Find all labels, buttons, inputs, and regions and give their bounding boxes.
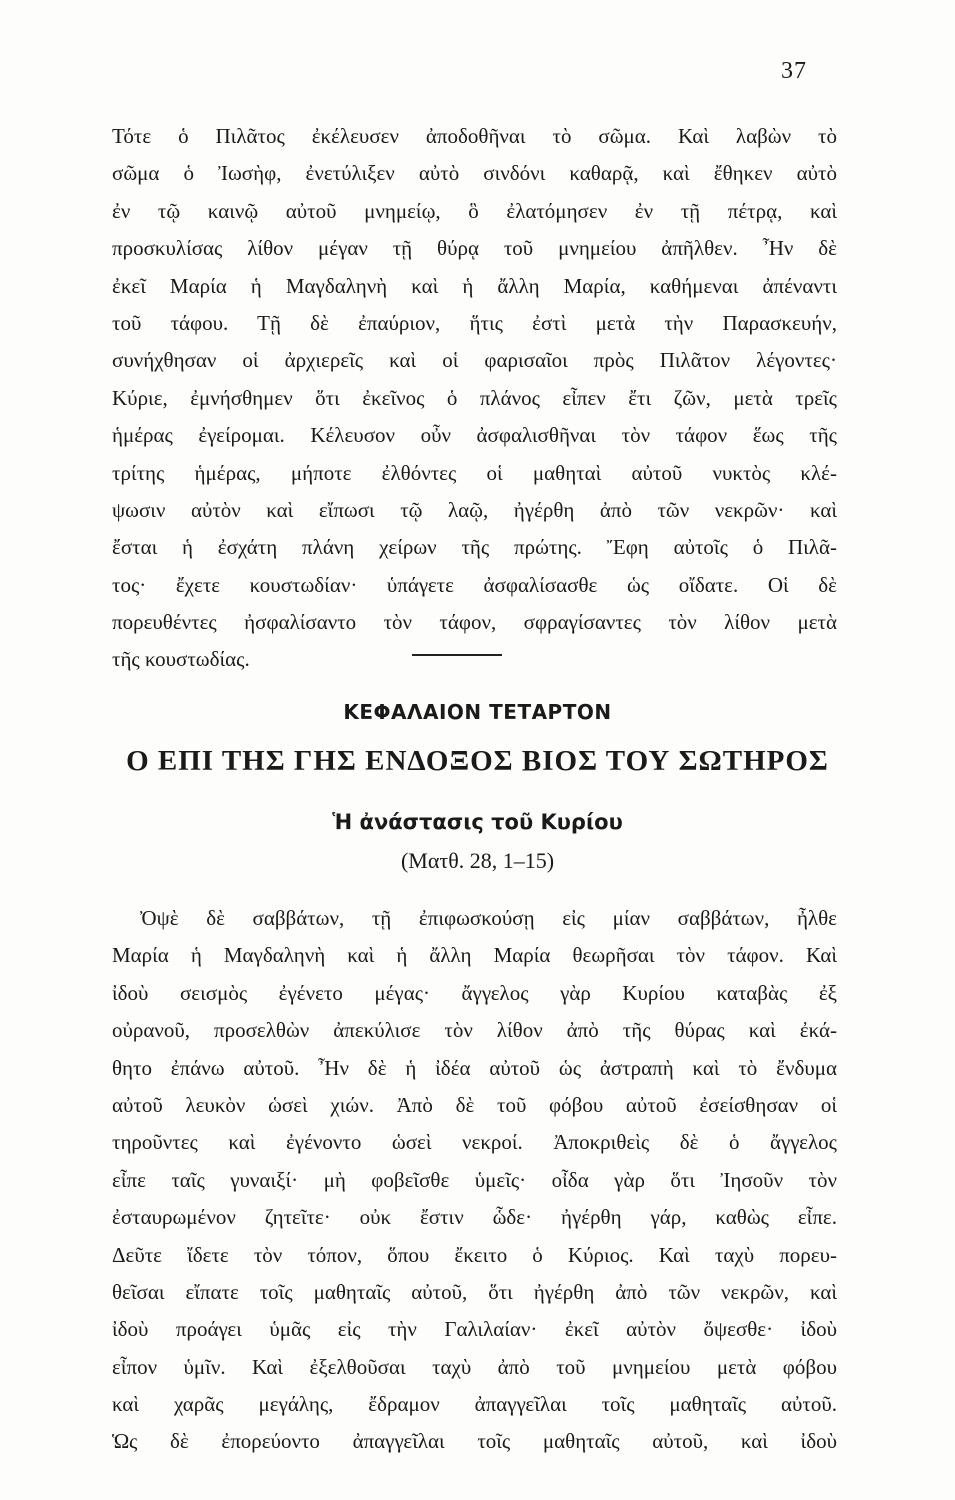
section-title: Ἡ ἀνάστασις τοῦ Κυρίου: [332, 810, 623, 834]
text-line: θεῖσαι εἴπατε τοῖς μαθηταῖς αὐτοῦ, ὅτι ἠγέρθη ἀπὸ τῶν νεκρῶν, καὶ: [112, 1279, 837, 1304]
text-line: προσκυλίσας λίθον μέγαν τῇ θύρᾳ τοῦ μνημείου ἀπῆλθεν. Ἦν δὲ: [112, 236, 837, 261]
text-line: Ὡς δὲ ἐπορεύοντο ἀπαγγεῖλαι τοῖς μαθηταῖς αὐτοῦ, καὶ ἰδοὺ: [112, 1429, 837, 1454]
text-line: ἐσταυρωμένον ζητεῖτε· οὐκ ἔστιν ὧδε· ἠγέρθη γάρ, καθὼς εἶπε.: [112, 1205, 837, 1230]
scripture-reference: (Ματθ. 28, 1–15): [400, 848, 555, 873]
text-line: συνήχθησαν οἱ ἀρχιερεῖς καὶ οἱ φαρισαῖοι πρὸς Πιλᾶτον λέγοντες·: [112, 348, 837, 373]
chapter-label: ΚΕΦΑΛΑΙΟΝ ΤΕΤΑΡΤΟΝ: [343, 700, 612, 724]
page-number: 37: [781, 58, 807, 84]
text-line: σῶμα ὁ Ἰωσὴφ, ἐνετύλιξεν αὐτὸ σινδόνι καθαρᾷ, καὶ ἔθηκεν αὐτὸ: [112, 161, 837, 186]
chapter-title: Ο ΕΠΙ ΤΗΣ ΓΗΣ ΕΝΔΟΞΟΣ ΒΙΟΣ ΤΟΥ ΣΩΤΗΡΟΣ: [126, 745, 829, 777]
text-line: ἰδοὺ προάγει ὑμᾶς εἰς τὴν Γαλιλαίαν· ἐκεῖ αὐτὸν ὄψεσθε· ἰδοὺ: [112, 1317, 837, 1342]
text-line: καὶ χαρᾶς μεγάλης, ἔδραμον ἀπαγγεῖλαι τοῖς μαθηταῖς αὐτοῦ.: [112, 1392, 837, 1417]
text-line: τῆς κουστωδίας.: [112, 647, 250, 672]
text-line: Κύριε, ἐμνήσθημεν ὅτι ἐκεῖνος ὁ πλάνος εἶπεν ἔτι ζῶν, μετὰ τρεῖς: [112, 385, 837, 410]
text-line: τηροῦντες καὶ ἐγένοντο ὡσεὶ νεκροί. Ἀποκριθεὶς δὲ ὁ ἄγγελος: [112, 1130, 837, 1155]
text-line: εἶπον ὑμῖν. Καὶ ἐξελθοῦσαι ταχὺ ἀπὸ τοῦ μνημείου μετὰ φόβου: [112, 1354, 837, 1379]
text-line: Μαρία ἡ Μαγδαληνὴ καὶ ἡ ἄλλη Μαρία θεωρῆσαι τὸν τάφον. Καὶ: [112, 943, 837, 968]
paragraph-resurrection: [112, 900, 837, 1461]
text-line: αὐτοῦ λευκὸν ὡσεὶ χιών. Ἀπὸ δὲ τοῦ φόβου αὐτοῦ ἐσείσθησαν οἱ: [112, 1092, 837, 1117]
text-line: εἶπε ταῖς γυναιξί· μὴ φοβεῖσθε ὑμεῖς· οἶδα γὰρ ὅτι Ἰησοῦν τὸν: [112, 1167, 837, 1192]
text-line: πορευθέντες ἠσφαλίσαντο τὸν τάφον, σφραγίσαντες τὸν λίθον μετὰ: [112, 610, 837, 635]
text-line: Τότε ὁ Πιλᾶτος ἐκέλευσεν ἀποδοθῆναι τὸ σῶμα. Καὶ λαβὼν τὸ: [112, 124, 837, 148]
paragraph-burial: [112, 118, 837, 679]
text-line: οὐρανοῦ, προσελθὼν ἀπεκύλισε τὸν λίθον ἀπὸ τῆς θύρας καὶ ἐκά-: [112, 1018, 837, 1043]
text-line: ἰδοὺ σεισμὸς ἐγένετο μέγας· ἄγγελος γὰρ Κυρίου καταβὰς ἐξ: [112, 980, 837, 1005]
text-line: ἐν τῷ καινῷ αὐτοῦ μνημείῳ, ὃ ἐλατόμησεν ἐν τῇ πέτρᾳ, καὶ: [112, 198, 837, 223]
text-line: ἡμέρας ἐγείρομαι. Κέλευσον οὖν ἀσφαλισθῆναι τὸν τάφον ἕως τῆς: [112, 423, 837, 448]
text-line: τοῦ τάφου. Τῇ δὲ ἐπαύριον, ἥτις ἐστὶ μετὰ τὴν Παρασκευήν,: [112, 310, 837, 335]
text-line: ἐκεῖ Μαρία ἡ Μαγδαληνὴ καὶ ἡ ἄλλη Μαρία, καθήμεναι ἀπέναντι: [112, 273, 837, 298]
text-line: ψωσιν αὐτὸν καὶ εἴπωσι τῷ λαῷ, ἠγέρθη ἀπὸ τῶν νεκρῶν· καὶ: [112, 497, 837, 522]
text-line: ἔσται ἡ ἐσχάτη πλάνη χείρων τῆς πρώτης. Ἔφη αὐτοῖς ὁ Πιλᾶ-: [112, 535, 837, 560]
text-line: Ὀψὲ δὲ σαββάτων, τῇ ἐπιφωσκούσῃ εἰς μίαν σαββάτων, ἦλθε: [140, 906, 837, 930]
text-line: τος· ἔχετε κουστωδίαν· ὑπάγετε ἀσφαλίσασθε ὡς οἴδατε. Οἱ δὲ: [112, 572, 837, 597]
text-line: θητο ἐπάνω αὐτοῦ. Ἦν δὲ ἡ ἰδέα αὐτοῦ ὡς ἀστραπὴ καὶ τὸ ἔνδυμα: [112, 1055, 837, 1080]
text-line: Δεῦτε ἴδετε τὸν τόπον, ὅπου ἔκειτο ὁ Κύριος. Καὶ ταχὺ πορευ-: [112, 1242, 837, 1267]
section-divider: [412, 654, 502, 656]
text-line: τρίτης ἡμέρας, μήποτε ἐλθόντες οἱ μαθηταὶ αὐτοῦ νυκτὸς κλέ-: [112, 460, 837, 485]
